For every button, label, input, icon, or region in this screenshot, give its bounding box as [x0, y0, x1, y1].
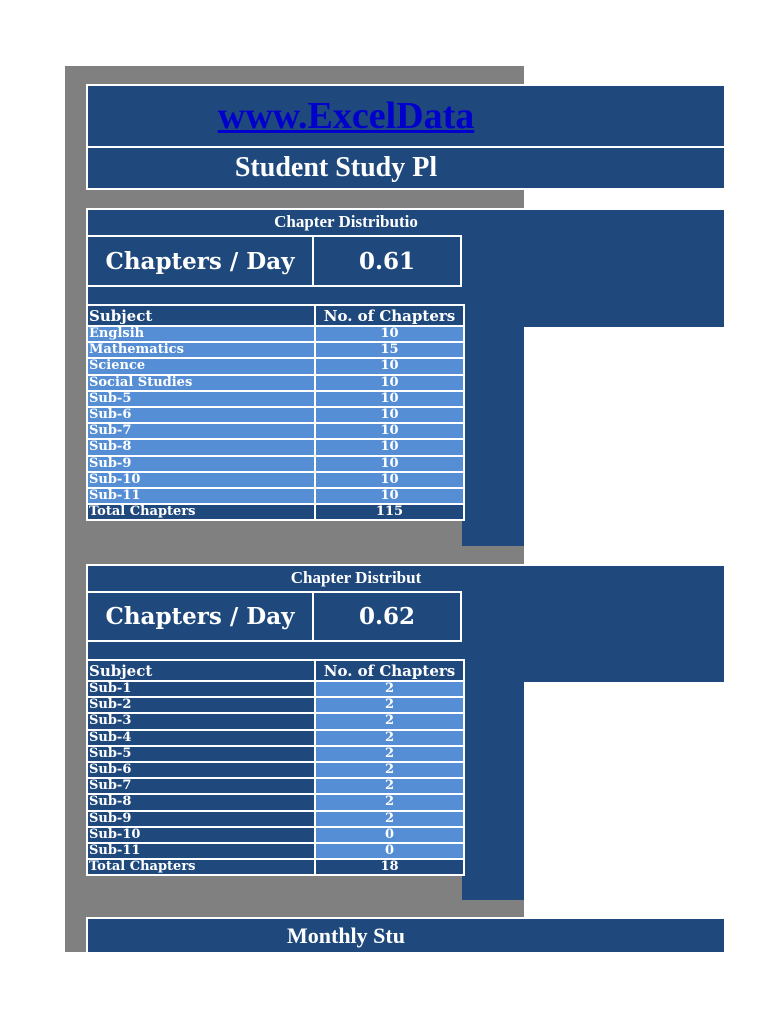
- chapters-cell[interactable]: 15: [315, 342, 464, 358]
- chapters-cell[interactable]: 10: [315, 472, 464, 488]
- table-row: [87, 439, 464, 455]
- table-row: [87, 488, 464, 504]
- subject-cell[interactable]: Sub-7: [87, 778, 315, 794]
- table-row: [87, 358, 464, 374]
- section2-table: [86, 659, 465, 876]
- section3-title-text: Monthly Stu: [287, 922, 405, 948]
- subject-cell[interactable]: Sub-8: [87, 439, 315, 455]
- col-subject-header: Subject: [87, 660, 315, 681]
- section3-title: [86, 917, 724, 952]
- chapters-cell[interactable]: 2: [315, 681, 464, 697]
- subject-cell[interactable]: Sub-1: [87, 681, 315, 697]
- section1-cpd-value: 0.61: [314, 235, 462, 287]
- table-row: [87, 713, 464, 729]
- col-subject-header: Subject: [87, 305, 315, 326]
- chapters-cell[interactable]: 10: [315, 439, 464, 455]
- chapters-cell[interactable]: 10: [315, 375, 464, 391]
- chapters-cell[interactable]: 10: [315, 488, 464, 504]
- subject-cell[interactable]: Sub-10: [87, 827, 315, 843]
- table-row: [87, 423, 464, 439]
- table-row: [87, 827, 464, 843]
- col-chapters-header: No. of Chapters: [315, 660, 464, 681]
- table-row: [87, 456, 464, 472]
- table-row: [87, 375, 464, 391]
- section2-title: [88, 566, 524, 590]
- header-link-band: [86, 84, 724, 148]
- site-link[interactable]: www.ExcelData: [217, 95, 475, 137]
- table-row: [87, 794, 464, 810]
- section1-cpd-label: Chapters / Day: [86, 235, 314, 287]
- subject-cell[interactable]: Sub-5: [87, 746, 315, 762]
- subject-cell[interactable]: Sub-7: [87, 423, 315, 439]
- subject-cell[interactable]: Social Studies: [87, 375, 315, 391]
- table-row: [87, 746, 464, 762]
- subject-cell[interactable]: Sub-6: [87, 762, 315, 778]
- subject-cell[interactable]: Sub-2: [87, 697, 315, 713]
- table-row: [87, 391, 464, 407]
- section1-title-text: Chapter Distributio: [274, 212, 418, 231]
- section2-title-text: Chapter Distribut: [290, 568, 422, 587]
- table-row: [87, 730, 464, 746]
- section2-side-fill: [462, 682, 524, 900]
- table-row: [87, 407, 464, 423]
- chapters-cell[interactable]: 0: [315, 827, 464, 843]
- chapters-cell[interactable]: 10: [315, 391, 464, 407]
- section2-cpd-label: Chapters / Day: [86, 591, 314, 642]
- subject-cell[interactable]: Sub-4: [87, 730, 315, 746]
- chapters-cell[interactable]: 2: [315, 811, 464, 827]
- total-value: 18: [315, 859, 464, 875]
- table-row: [87, 326, 464, 342]
- subject-cell[interactable]: Science: [87, 358, 315, 374]
- section1-table: [86, 304, 465, 521]
- subject-cell[interactable]: Sub-9: [87, 811, 315, 827]
- chapters-cell[interactable]: 10: [315, 326, 464, 342]
- subject-cell[interactable]: Englsih: [87, 326, 315, 342]
- chapters-cell[interactable]: 2: [315, 762, 464, 778]
- subject-cell[interactable]: Sub-6: [87, 407, 315, 423]
- page-title-text: Student Study Pl: [234, 152, 438, 183]
- table-row: [87, 811, 464, 827]
- chapters-cell[interactable]: 0: [315, 843, 464, 859]
- table-row: [87, 697, 464, 713]
- subject-cell[interactable]: Mathematics: [87, 342, 315, 358]
- table-row: [87, 762, 464, 778]
- total-row: [87, 859, 464, 875]
- col-chapters-header: No. of Chapters: [315, 305, 464, 326]
- chapters-cell[interactable]: 2: [315, 778, 464, 794]
- chapters-cell[interactable]: 2: [315, 794, 464, 810]
- subject-cell[interactable]: Sub-9: [87, 456, 315, 472]
- total-row: [87, 504, 464, 520]
- table-row: [87, 681, 464, 697]
- section1-side-fill: [462, 327, 524, 546]
- subject-cell[interactable]: Sub-8: [87, 794, 315, 810]
- chapters-cell[interactable]: 2: [315, 746, 464, 762]
- section2-cpd-value: 0.62: [314, 591, 462, 642]
- table-row: [87, 843, 464, 859]
- table-header-row: [87, 305, 464, 326]
- page-title: [86, 148, 724, 190]
- table-header-row: [87, 660, 464, 681]
- total-label: Total Chapters: [87, 859, 315, 875]
- chapters-cell[interactable]: 10: [315, 456, 464, 472]
- table-row: [87, 342, 464, 358]
- subject-cell[interactable]: Sub-11: [87, 843, 315, 859]
- table-row: [87, 778, 464, 794]
- chapters-cell[interactable]: 2: [315, 697, 464, 713]
- subject-cell[interactable]: Sub-3: [87, 713, 315, 729]
- total-value: 115: [315, 504, 464, 520]
- section1-title: [88, 210, 524, 234]
- table-row: [87, 472, 464, 488]
- total-label: Total Chapters: [87, 504, 315, 520]
- subject-cell[interactable]: Sub-11: [87, 488, 315, 504]
- chapters-cell[interactable]: 2: [315, 730, 464, 746]
- chapters-cell[interactable]: 10: [315, 423, 464, 439]
- subject-cell[interactable]: Sub-10: [87, 472, 315, 488]
- chapters-cell[interactable]: 10: [315, 407, 464, 423]
- chapters-cell[interactable]: 10: [315, 358, 464, 374]
- subject-cell[interactable]: Sub-5: [87, 391, 315, 407]
- chapters-cell[interactable]: 2: [315, 713, 464, 729]
